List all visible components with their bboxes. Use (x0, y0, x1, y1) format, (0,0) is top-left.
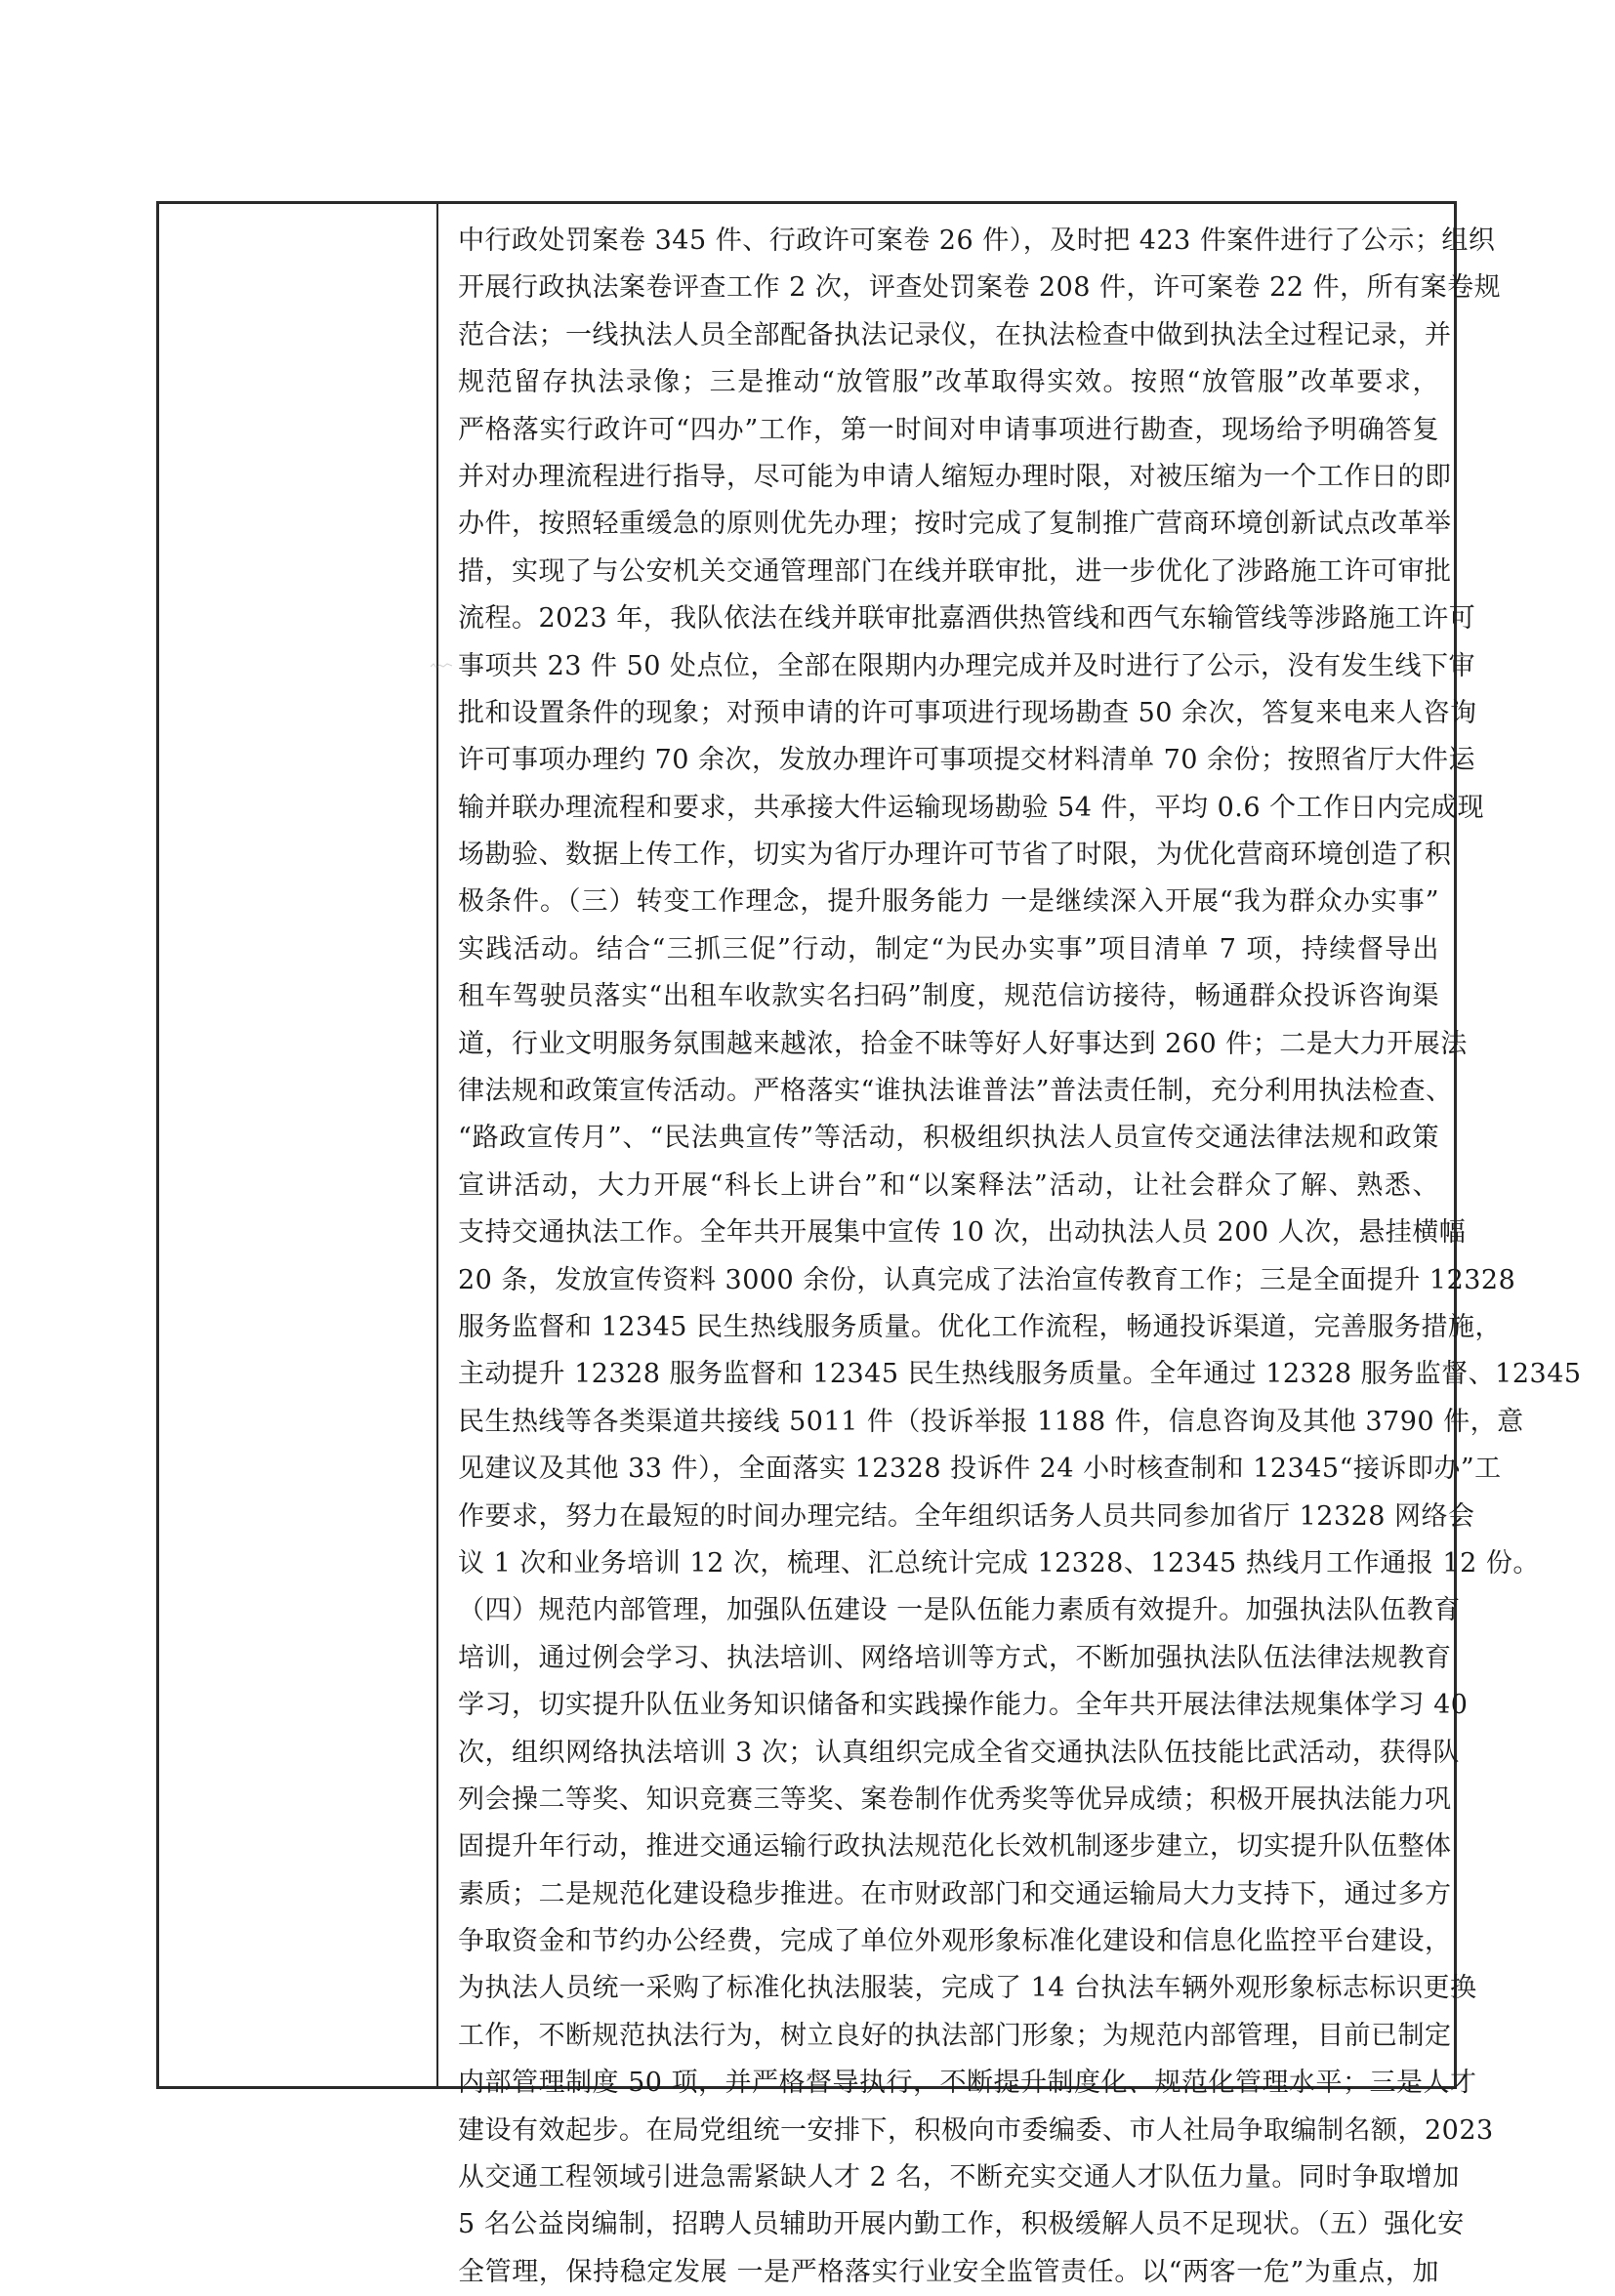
text-line: 规范留存执法录像；三是推动“放管服”改革取得实效。按照“放管服”改革要求， (458, 367, 1439, 398)
text-line: （四）规范内部管理，加强队伍建设 一是队伍能力素质有效提升。加强执法队伍教育 (458, 1595, 1461, 1626)
text-line: 次，组织网络执法培训 3 次；认真组织完成全省交通执法队伍技能比武活动，获得队 (458, 1737, 1460, 1768)
document-table (156, 201, 1582, 2287)
text-line: 实践活动。结合“三抓三促”行动，制定“为民办实事”项目清单 7 项，持续督导出 (458, 933, 1439, 964)
text-line: 租车驾驶员落实“出租车收款实名扫码”制度，规范信访接待，畅通群众投诉咨询渠 (458, 981, 1439, 1012)
text-line: 输并联办理流程和要求，共承接大件运输现场勘验 54 件，平均 0.6 个工作日内完成现 (458, 792, 1485, 823)
text-line: 议 1 次和业务培训 12 次，梳理、汇总统计完成 12328、12345 热线月工作通报 12 份。 (458, 1547, 1540, 1578)
text-line: 律法规和政策宣传活动。严格落实“谁执法谁普法”普法责任制，充分利用执法检查、 (458, 1076, 1453, 1107)
scan-speck-icon (430, 662, 453, 670)
text-line: 批和设置条件的现象；对预申请的许可事项进行现场勘查 50 余次，答复来电来人咨询 (458, 697, 1477, 728)
content-cell (438, 204, 1582, 2287)
text-line: 并对办理流程进行指导，尽可能为申请人缩短办理时限，对被压缩为一个工作日的即 (458, 461, 1452, 492)
text-line: 民生热线等各类渠道共接线 5011 件（投诉举报 1188 件，信息咨询及其他 3790 件，意 (458, 1406, 1524, 1437)
text-line: 支持交通执法工作。全年共开展集中宣传 10 次，出动执法人员 200 人次，悬挂横幅 (458, 1217, 1467, 1249)
text-line: 从交通工程领域引进急需紧缺人才 2 名，不断充实交通人才队伍力量。同时争取增加 (458, 2162, 1460, 2194)
text-line: 事项共 23 件 50 处点位，全部在限期内办理完成并及时进行了公示，没有发生线下审 (458, 650, 1476, 681)
text-line: 开展行政执法案卷评查工作 2 次，评查处罚案卷 208 件，许可案卷 22 件，所有案卷规 (458, 272, 1502, 304)
text-line: “路政宣传月”、“民法典宣传”等活动，积极组织执法人员宣传交通法律法规和政策 (458, 1123, 1439, 1154)
text-line: 固提升年行动，推进交通运输行政执法规范化长效机制逐步建立，切实提升队伍整体 (458, 1831, 1452, 1863)
text-line: 内部管理制度 50 项，并严格督导执行，不断提升制度化、规范化管理水平；三是人才 (458, 2068, 1477, 2099)
text-line: 培训，通过例会学习、执法培训、网络培训等方式，不断加强执法队伍法律法规教育 (458, 1642, 1452, 1673)
text-line: 作要求，努力在最短的时间办理完结。全年组织话务人员共同参加省厅 12328 网络会 (458, 1500, 1475, 1532)
text-line: 办件，按照轻重缓急的原则优先办理；按时完成了复制推广营商环境创新试点改革举 (458, 509, 1452, 540)
text-line: 范合法；一线执法人员全部配备执法记录仪，在执法检查中做到执法全过程记录，并 (458, 319, 1452, 350)
text-line: 中行政处罚案卷 345 件、行政许可案卷 26 件），及时把 423 件案件进行了公示；组织 (458, 226, 1496, 256)
text-line: 道，行业文明服务氛围越来越浓，拾金不昧等好人好事达到 260 件；二是大力开展法 (458, 1028, 1468, 1059)
text-line: 流程。2023 年，我队依法在线并联审批嘉酒供热管线和西气东输管线等涉路施工许可 (458, 603, 1476, 635)
text-line: 工作，不断规范执法行为，树立良好的执法部门形象；为规范内部管理，目前已制定 (458, 2020, 1452, 2051)
text-line: 场勘验、数据上传工作，切实为省厅办理许可节省了时限，为优化营商环境创造了积 (458, 840, 1452, 871)
text-line: 素质；二是规范化建设稳步推进。在市财政部门和交通运输局大力支持下，通过多方 (458, 1878, 1452, 1909)
text-line: 严格落实行政许可“四办”工作，第一时间对申请事项进行勘查，现场给予明确答复 (458, 414, 1439, 445)
text-line: 措，实现了与公安机关交通管理部门在线并联审批，进一步优化了涉路施工许可审批 (458, 555, 1452, 587)
text-line: 20 条，发放宣传资料 3000 余份，认真完成了法治宣传教育工作；三是全面提升 12328 (458, 1264, 1516, 1295)
text-line: 学习，切实提升队伍业务知识储备和实践操作能力。全年共开展法律法规集体学习 40 (458, 1690, 1469, 1721)
text-line: 主动提升 12328 服务监督和 12345 民生热线服务质量。全年通过 12328 服务监督、12345 (458, 1359, 1582, 1390)
text-line: 极条件。（三）转变工作理念，提升服务能力 一是继续深入开展“我为群众办实事” (458, 886, 1439, 918)
text-line: 列会操二等奖、知识竞赛三等奖、案卷制作优秀奖等优异成绩；积极开展执法能力巩 (458, 1784, 1452, 1815)
text-line: 见建议及其他 33 件），全面落实 12328 投诉件 24 小时核查制和 12345“接诉即办”工 (458, 1454, 1502, 1485)
text-line: 服务监督和 12345 民生热线服务质量。优化工作流程，畅通投诉渠道，完善服务措施， (458, 1311, 1503, 1342)
text-line: 宣讲活动，大力开展“科长上讲台”和“以案释法”活动，让社会群众了解、熟悉、 (458, 1169, 1439, 1201)
text-line: 建设有效起步。在局党组统一安排下，积极向市委编委、市人社局争取编制名额，2023 (458, 2114, 1494, 2146)
text-line: 全管理，保持稳定发展 一是严格落实行业安全监管责任。以“两客一危”为重点，加 (458, 2256, 1439, 2287)
text-line: 5 名公益岗编制，招聘人员辅助开展内勤工作，积极缓解人员不足现状。（五）强化安 (458, 2209, 1465, 2240)
left-label-column (159, 204, 438, 2086)
text-line: 争取资金和节约办公经费，完成了单位外观形象标准化建设和信息化监控平台建设， (458, 1926, 1452, 1957)
text-line: 许可事项办理约 70 余次，发放办理许可事项提交材料清单 70 余份；按照省厅大件运 (458, 745, 1476, 776)
text-line: 为执法人员统一采购了标准化执法服装，完成了 14 台执法车辆外观形象标志标识更换 (458, 1973, 1477, 2004)
